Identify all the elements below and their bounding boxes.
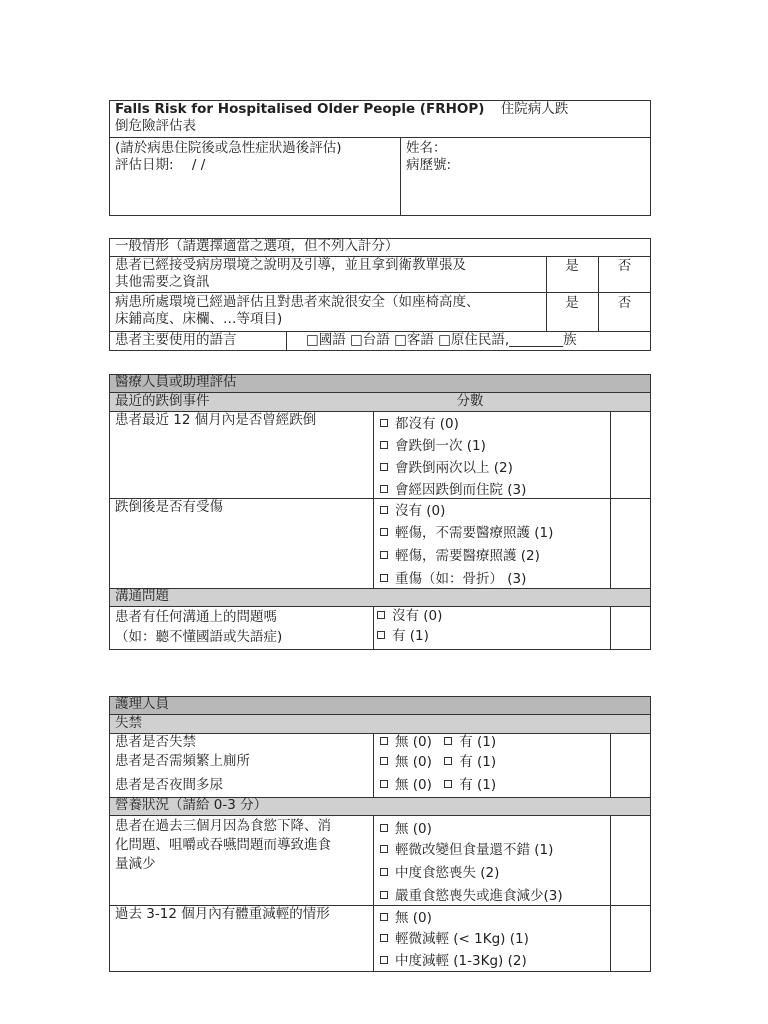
q2-score-cell[interactable] (611, 499, 651, 588)
record-field[interactable]: 病歷號: (406, 157, 452, 173)
q3-option-1[interactable]: 有 (1) (377, 627, 429, 645)
nutrition-option-2[interactable]: 中度食慾喪失 (2) (380, 861, 499, 881)
incont-q1: 患者是否失禁 (115, 734, 196, 750)
general-row-2: 病患所處環境已經過評估且對患者來說很安全（如座椅高度、 床鋪高度、床欄、…等項目) (115, 294, 480, 327)
nutrition-title: 營養狀況（請給 0-3 分） (115, 797, 268, 813)
q2-option-0[interactable]: 沒有 (0) (380, 499, 445, 519)
date-field[interactable]: / / (191, 157, 206, 173)
language-label: 患者主要使用的語言 (115, 332, 237, 348)
instruction-text: (請於病患住院後或急性症狀過後評估) 評估日期: / / (115, 140, 342, 173)
weight-option-0[interactable]: 無 (0) (380, 906, 432, 926)
general-row-1: 患者已經接受病房環境之說明及引導，並且拿到衛教單張及 其他需要之資訊 (115, 257, 466, 290)
nutrition-score-cell[interactable] (611, 816, 651, 905)
nutrition-option-0[interactable]: 無 (0) (380, 817, 432, 837)
q2-option-2[interactable]: 輕傷，需要醫療照護 (2) (380, 544, 540, 564)
q1-option-0[interactable]: 都沒有 (0) (380, 412, 459, 432)
incont-q3: 患者是否夜間多尿 (115, 777, 223, 793)
form-title-en: Falls Risk for Hospitalised Older People (FRHOP) (115, 101, 485, 117)
incont-q2-yes[interactable]: 有 (1) (444, 754, 496, 770)
incont-q3-no[interactable]: 無 (0) (380, 777, 432, 793)
general-row-1-yes[interactable]: 是 (565, 258, 579, 274)
weight-loss-question: 過去 3-12 個月內有體重減輕的情形 (115, 906, 330, 922)
q1-falls-12-months: 患者最近 12 個月內是否曾經跌倒 (115, 412, 317, 428)
nursing-title: 護理人員 (115, 696, 169, 712)
medical-title: 醫療人員或助理評估 (115, 374, 237, 390)
incont-q1-no[interactable]: 無 (0) (380, 734, 432, 750)
q3-option-0[interactable]: 沒有 (0) (377, 607, 442, 625)
patient-info (400, 140, 650, 174)
incont-q2-options (380, 754, 496, 771)
incont-q3-options (380, 777, 496, 794)
q1-option-1[interactable]: 會跌倒一次 (1) (380, 434, 486, 454)
incont-q3-yes[interactable]: 有 (1) (444, 777, 496, 793)
incont-q1-options (380, 734, 496, 751)
general-row-2-no[interactable]: 否 (617, 295, 632, 311)
nutrition-question: 患者在過去三個月因為食慾下降、消 化問題、咀嚼或吞嚥問題而導致進食 量減少 (115, 818, 331, 872)
form-title-zh-2: 倒危險評估表 (115, 118, 196, 134)
q1-score-cell[interactable] (611, 412, 651, 498)
q2-option-1[interactable]: 輕傷，不需要醫療照護 (1) (380, 521, 553, 541)
score-header: 分數 (456, 393, 484, 409)
q2-injury: 跌倒後是否有受傷 (115, 499, 223, 515)
recent-falls-title: 最近的跌倒事件 (115, 393, 210, 409)
general-row-2-yes[interactable]: 是 (565, 295, 579, 311)
general-row-1-no[interactable]: 否 (617, 258, 632, 274)
incont-score-cell[interactable] (611, 734, 651, 797)
q2-option-3[interactable]: 重傷（如：骨折） (3) (380, 567, 526, 587)
date-label: 評估日期: (115, 157, 174, 173)
communication-title: 溝通問題 (115, 588, 169, 604)
weight-option-2[interactable]: 中度減輕 (1-3Kg) (2) (380, 949, 527, 969)
q1-option-2[interactable]: 會跌倒兩次以上 (2) (380, 456, 513, 476)
name-field[interactable]: 姓名： (406, 140, 447, 156)
q1-option-3[interactable]: 會經因跌倒而住院 (3) (380, 478, 526, 498)
incont-q1-yes[interactable]: 有 (1) (444, 734, 496, 750)
form-title-zh: 住院病人跌 (500, 101, 569, 117)
general-title: 一般情形（請選擇適當之選項，但不列入計分） (115, 238, 399, 254)
q3-communication: 患者有任何溝通上的問題嗎 （如：聽不懂國語或失語症) (115, 609, 283, 645)
weight-score-cell[interactable] (611, 906, 651, 972)
form-title (109, 101, 651, 135)
incont-q2-no[interactable]: 無 (0) (380, 754, 432, 770)
weight-option-1[interactable]: 輕微減輕 (< 1Kg) (1) (380, 927, 529, 947)
incont-q2: 患者是否需頻繁上廁所 (115, 753, 250, 769)
nutrition-option-1[interactable]: 輕微改變但食量還不錯 (1) (380, 838, 553, 858)
q3-score-cell[interactable] (611, 607, 651, 650)
incontinence-title: 失禁 (115, 715, 142, 731)
nutrition-option-3[interactable]: 嚴重食慾喪失或進食減少(3) (380, 884, 563, 904)
language-options[interactable]: □國語 □台語 □客語 □原住民語,________族 (306, 332, 577, 348)
